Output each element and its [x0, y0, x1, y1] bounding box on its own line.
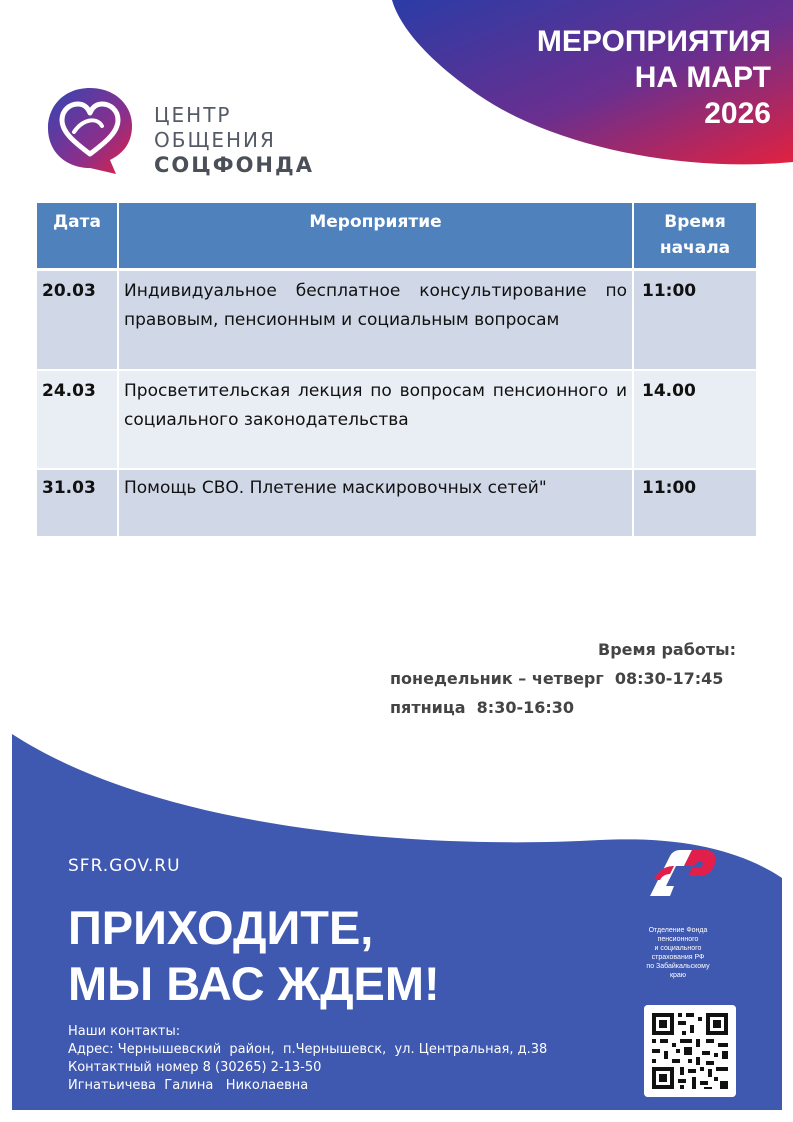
row-date: 20.03 — [37, 269, 118, 370]
slogan — [68, 900, 440, 1012]
logo-line2: ОБЩЕНИЯ — [154, 128, 276, 152]
sfr-logo-icon — [640, 850, 716, 898]
sfr-caption-line5: по Забайкальскому — [646, 963, 710, 970]
site-link[interactable]: SFR.GOV.RU — [68, 856, 181, 876]
contacts-address: Адрес: Чернышевский район, п.Чернышевск, ул. Центральная, д.38 — [68, 1042, 548, 1057]
column-header-date: Дата — [37, 203, 118, 269]
table-row — [37, 469, 756, 537]
table-header-row — [37, 203, 756, 269]
sfr-caption-line1: Отделение Фонда — [648, 927, 708, 934]
logo-line3: СОЦФОНДА — [154, 153, 314, 177]
working-hours-title: Время работы: — [598, 640, 736, 659]
header-title — [471, 24, 771, 132]
qr-code-icon — [644, 1005, 736, 1097]
row-event: Помощь СВО. Плетение маскировочных сетей" — [118, 469, 633, 537]
qr-code — [644, 1005, 736, 1097]
column-header-event: Мероприятие — [118, 203, 633, 269]
header-title-line3: 2026 — [704, 97, 771, 130]
working-hours-friday: пятница 8:30-16:30 — [390, 698, 575, 717]
header-title-line2: НА МАРТ — [634, 61, 771, 94]
slogan-line2: МЫ ВАС ЖДЕМ! — [68, 957, 440, 1010]
contacts-block — [68, 1023, 547, 1095]
sfr-caption — [631, 926, 725, 980]
logo-line1: ЦЕНТР — [154, 103, 232, 127]
contacts-phone: Контактный номер 8 (30265) 2-13-50 — [68, 1060, 322, 1075]
header-title-line1: МЕРОПРИЯТИЯ — [536, 25, 771, 58]
column-header-time: Время начала — [633, 203, 756, 269]
contacts-title: Наши контакты: — [68, 1024, 181, 1039]
sfr-caption-line2: пенсионного — [657, 936, 699, 943]
table-row — [37, 269, 756, 370]
row-event: Индивидуальное бесплатное консультирование по правовым, пенсионным и социальным вопросам — [118, 269, 633, 370]
slogan-line1: ПРИХОДИТЕ, — [68, 901, 374, 954]
row-event: Просветительская лекция по вопросам пенсионного и социального законодательства — [118, 370, 633, 469]
row-time: 14.00 — [633, 370, 756, 469]
logo-text — [154, 103, 314, 178]
row-date: 24.03 — [37, 370, 118, 469]
contacts-person: Игнатьичева Галина Николаевна — [68, 1078, 309, 1093]
sfr-caption-line3: и социального — [654, 945, 702, 952]
heart-speech-bubble-icon — [44, 82, 136, 176]
sfr-caption-line4: страхования РФ — [651, 954, 705, 961]
row-time: 11:00 — [633, 269, 756, 370]
row-date: 31.03 — [37, 469, 118, 537]
sfr-caption-line6: краю — [669, 972, 687, 979]
table-row — [37, 370, 756, 469]
working-hours-weekdays: понедельник – четверг 08:30-17:45 — [390, 669, 724, 688]
events-table — [37, 203, 756, 538]
row-time: 11:00 — [633, 469, 756, 537]
